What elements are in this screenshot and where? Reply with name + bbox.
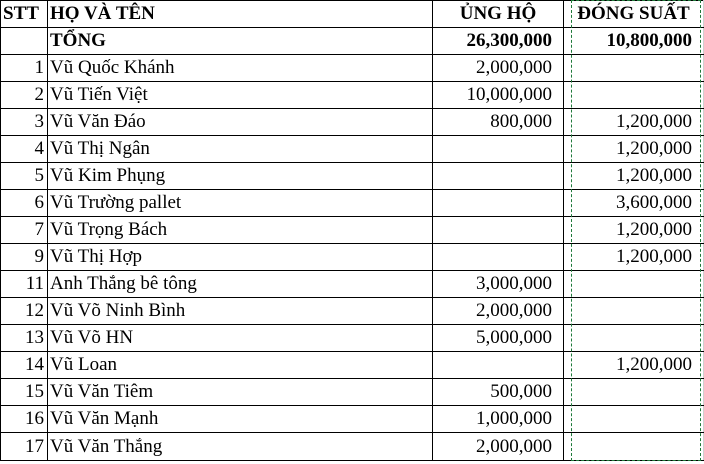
stt-cell[interactable]: 13 [1, 325, 48, 352]
stt-cell[interactable]: 14 [1, 352, 48, 379]
header-name-cell[interactable]: HỌ VÀ TÊN [48, 1, 433, 28]
dong-suat-cell[interactable]: 3,600,000 [564, 190, 704, 217]
table-row [1, 433, 704, 461]
dong-suat-cell[interactable] [564, 325, 704, 352]
stt-cell[interactable]: 16 [1, 406, 48, 433]
name-cell[interactable]: Vũ Quốc Khánh [48, 55, 433, 82]
ung-ho-cell[interactable]: 2,000,000 [433, 433, 564, 461]
table-row [1, 298, 704, 325]
total-label-cell[interactable]: TỔNG [48, 28, 433, 55]
table-row [1, 82, 704, 109]
table-row [1, 163, 704, 190]
ung-ho-cell[interactable] [433, 217, 564, 244]
stt-cell[interactable]: 4 [1, 136, 48, 163]
name-cell[interactable]: Vũ Loan [48, 352, 433, 379]
stt-cell[interactable]: 12 [1, 298, 48, 325]
ung-ho-cell[interactable]: 1,000,000 [433, 406, 564, 433]
name-cell[interactable]: Anh Thắng bê tông [48, 271, 433, 298]
table-row [1, 136, 704, 163]
table-row [1, 244, 704, 271]
name-cell[interactable]: Vũ Trọng Bách [48, 217, 433, 244]
total-stt-cell[interactable] [1, 28, 48, 55]
ung-ho-cell[interactable] [433, 352, 564, 379]
table-row [1, 190, 704, 217]
dong-suat-cell[interactable] [564, 82, 704, 109]
table-row [1, 406, 704, 433]
stt-cell[interactable]: 2 [1, 82, 48, 109]
table-row [1, 325, 704, 352]
stt-cell[interactable]: 11 [1, 271, 48, 298]
total-ung-ho-cell[interactable]: 26,300,000 [433, 28, 564, 55]
dong-suat-cell[interactable]: 1,200,000 [564, 136, 704, 163]
name-cell[interactable]: Vũ Văn Thắng [48, 433, 433, 461]
stt-cell[interactable]: 3 [1, 109, 48, 136]
dong-suat-cell[interactable]: 1,200,000 [564, 244, 704, 271]
dong-suat-cell[interactable]: 1,200,000 [564, 352, 704, 379]
dong-suat-cell[interactable] [564, 433, 704, 461]
ung-ho-cell[interactable]: 2,000,000 [433, 298, 564, 325]
stt-cell[interactable]: 7 [1, 217, 48, 244]
header-ung-ho-cell[interactable]: ỦNG HỘ [433, 1, 564, 28]
stt-cell[interactable]: 6 [1, 190, 48, 217]
table-row [1, 352, 704, 379]
stt-cell[interactable]: 5 [1, 163, 48, 190]
ung-ho-cell[interactable] [433, 163, 564, 190]
ung-ho-cell[interactable]: 10,000,000 [433, 82, 564, 109]
dong-suat-cell[interactable] [564, 379, 704, 406]
stt-cell[interactable]: 17 [1, 433, 48, 461]
table-row [1, 271, 704, 298]
dong-suat-cell[interactable] [564, 55, 704, 82]
name-cell[interactable]: Vũ Võ Ninh Bình [48, 298, 433, 325]
name-cell[interactable]: Vũ Trường pallet [48, 190, 433, 217]
stt-cell[interactable]: 9 [1, 244, 48, 271]
ung-ho-cell[interactable]: 3,000,000 [433, 271, 564, 298]
ung-ho-cell[interactable] [433, 136, 564, 163]
name-cell[interactable]: Vũ Thị Hợp [48, 244, 433, 271]
total-dong-suat-cell[interactable]: 10,800,000 [564, 28, 704, 55]
stt-cell[interactable]: 15 [1, 379, 48, 406]
header-dong-suat-cell[interactable]: ĐÓNG SUẤT [564, 1, 704, 28]
header-stt-cell[interactable]: STT [1, 1, 48, 28]
header-row [1, 1, 704, 28]
dong-suat-cell[interactable] [564, 298, 704, 325]
ung-ho-cell[interactable] [433, 244, 564, 271]
ung-ho-cell[interactable]: 800,000 [433, 109, 564, 136]
name-cell[interactable]: Vũ Tiến Việt [48, 82, 433, 109]
dong-suat-cell[interactable]: 1,200,000 [564, 217, 704, 244]
name-cell[interactable]: Vũ Võ HN [48, 325, 433, 352]
ung-ho-cell[interactable] [433, 190, 564, 217]
table-row [1, 379, 704, 406]
name-cell[interactable]: Vũ Văn Đáo [48, 109, 433, 136]
name-cell[interactable]: Vũ Văn Mạnh [48, 406, 433, 433]
table-row [1, 217, 704, 244]
dong-suat-cell[interactable] [564, 271, 704, 298]
table-row [1, 55, 704, 82]
table-row [1, 109, 704, 136]
ung-ho-cell[interactable]: 500,000 [433, 379, 564, 406]
name-cell[interactable]: Vũ Thị Ngân [48, 136, 433, 163]
name-cell[interactable]: Vũ Văn Tiêm [48, 379, 433, 406]
ung-ho-cell[interactable]: 5,000,000 [433, 325, 564, 352]
dong-suat-cell[interactable]: 1,200,000 [564, 109, 704, 136]
total-row [1, 28, 704, 55]
stt-cell[interactable]: 1 [1, 55, 48, 82]
name-cell[interactable]: Vũ Kim Phụng [48, 163, 433, 190]
ung-ho-cell[interactable]: 2,000,000 [433, 55, 564, 82]
dong-suat-cell[interactable] [564, 406, 704, 433]
dong-suat-cell[interactable]: 1,200,000 [564, 163, 704, 190]
